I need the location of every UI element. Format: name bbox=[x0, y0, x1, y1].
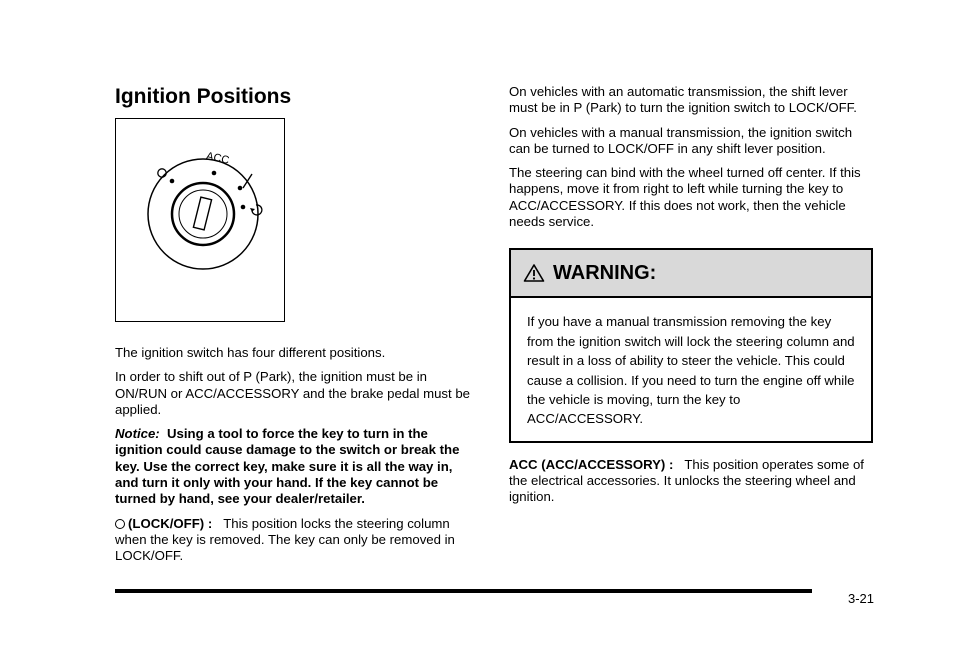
start-dot bbox=[241, 205, 246, 210]
lock-off-paragraph bbox=[115, 516, 475, 565]
lock-off-ring-icon bbox=[158, 169, 166, 177]
steering-bind-paragraph: The steering can bind with the wheel turned off center. If this happens, move it from right to left while turning the key to ACC/ACCESSORY. If this does not work, then the vehicle needs service. bbox=[509, 165, 861, 230]
warning-header bbox=[511, 250, 871, 298]
acc-text: This position operates some of the electrical accessories. It unlocks the steering wheel and ignition. bbox=[509, 456, 864, 505]
warning-box bbox=[509, 248, 873, 442]
footer-rule bbox=[115, 589, 812, 593]
notice-paragraph bbox=[115, 426, 475, 507]
acc-dot bbox=[212, 171, 217, 176]
positions-intro: The ignition switch has four different positions. bbox=[115, 345, 386, 360]
left-column bbox=[115, 345, 475, 573]
lock-off-dot bbox=[170, 179, 175, 184]
page-number: 3-21 bbox=[848, 591, 875, 606]
lock-off-text: This position locks the steering column when the key is removed. The key can only be removed in LOCK/OFF. bbox=[115, 515, 455, 564]
warning-triangle-icon bbox=[523, 263, 545, 283]
run-dot bbox=[238, 186, 243, 191]
ignition-switch-diagram bbox=[116, 119, 283, 320]
notice-text: Using a tool to force the key to turn in the ignition could cause damage to the switch or break the key. Use the correct key, make sure it is all the way in, and turn it only with your hand. If the key cannot be turned by hand, see your dealer/retailer. bbox=[115, 426, 460, 507]
warning-title: WARNING: bbox=[553, 262, 657, 285]
manual-transmission-paragraph: On vehicles with a manual transmission, the ignition switch can be turned to LOCK/OFF in any shift lever position. bbox=[509, 124, 853, 156]
notice-label: Notice: bbox=[115, 426, 160, 442]
acc-label: ACC bbox=[205, 150, 231, 167]
acc-paragraph bbox=[509, 457, 865, 506]
right-column bbox=[509, 84, 865, 514]
lock-off-label: (LOCK/OFF) : bbox=[128, 515, 213, 531]
warning-text: If you have a manual transmission removing the key from the ignition switch will lock the steering column and result in a loss of ability to steer the vehicle. This could cause a collision. If you need to turn the engine off while the vehicle is moving, turn the key to ACC/ACCESSORY. bbox=[527, 314, 855, 427]
page-title: Ignition Positions bbox=[115, 85, 292, 108]
lock-off-ring-icon bbox=[115, 519, 125, 529]
ignition-switch-figure bbox=[115, 118, 285, 322]
shift-out-of-park-paragraph: In order to shift out of P (Park), the ignition must be in ON/RUN or ACC/ACCESSORY and the brake pedal must be applied. bbox=[115, 369, 470, 417]
automatic-transmission-paragraph: On vehicles with an automatic transmission, the shift lever must be in P (Park) to turn the ignition switch to LOCK/OFF. bbox=[509, 84, 857, 116]
acc-label: ACC (ACC/ACCESSORY) : bbox=[509, 456, 674, 472]
